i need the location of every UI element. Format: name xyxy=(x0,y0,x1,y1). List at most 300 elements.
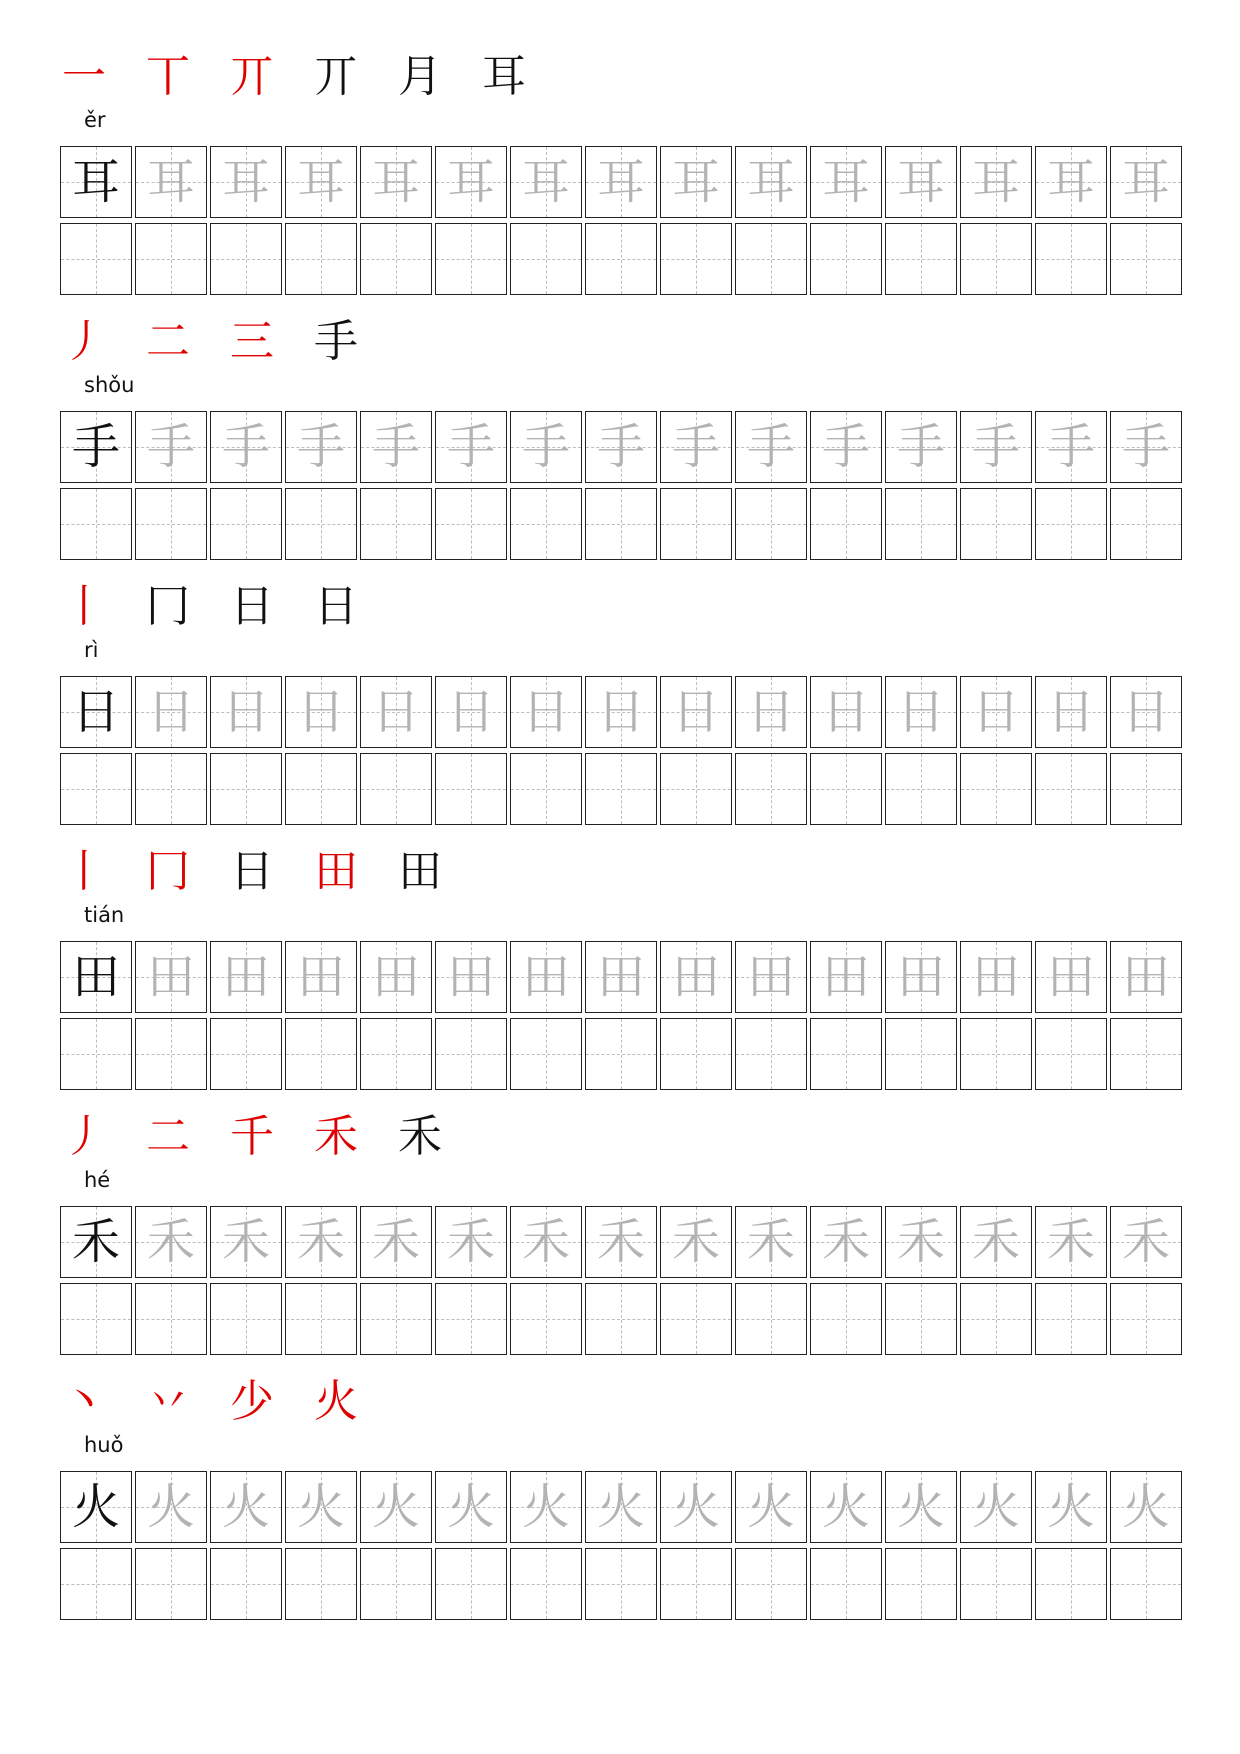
stroke-order-row xyxy=(62,52,566,102)
trace-character: 田 xyxy=(1046,949,1095,1005)
practice-cell[interactable] xyxy=(735,223,807,295)
trace-character: 禾 xyxy=(1121,1214,1170,1270)
pinyin-label: shǒu xyxy=(84,373,135,397)
trace-cell xyxy=(285,676,357,748)
trace-cell xyxy=(210,1471,282,1543)
pinyin-label: tián xyxy=(84,903,125,927)
practice-cell[interactable] xyxy=(1035,1018,1107,1090)
practice-cell[interactable] xyxy=(360,1018,432,1090)
trace-character: 火 xyxy=(521,1479,570,1535)
trace-cell xyxy=(135,146,207,218)
trace-cell xyxy=(585,1206,657,1278)
stroke-step: 丷 xyxy=(146,1376,190,1427)
practice-cell[interactable] xyxy=(810,1548,882,1620)
trace-character: 田 xyxy=(671,949,720,1005)
trace-row xyxy=(60,676,1174,749)
trace-character: 火 xyxy=(671,1479,720,1535)
stroke-step: 日 xyxy=(314,581,358,632)
trace-cell xyxy=(510,941,582,1013)
model-character: 耳 xyxy=(71,154,120,210)
stroke-step: 丌 xyxy=(314,51,358,102)
trace-cell xyxy=(810,676,882,748)
practice-cell[interactable] xyxy=(585,488,657,560)
trace-row xyxy=(60,1471,1174,1544)
trace-character: 田 xyxy=(521,949,570,1005)
trace-cell xyxy=(660,1471,732,1543)
trace-character: 禾 xyxy=(521,1214,570,1270)
trace-character: 手 xyxy=(296,419,345,475)
trace-character: 手 xyxy=(146,419,195,475)
trace-cell xyxy=(660,1206,732,1278)
trace-character: 火 xyxy=(446,1479,495,1535)
trace-cell xyxy=(285,411,357,483)
practice-cell[interactable] xyxy=(135,1548,207,1620)
practice-row xyxy=(60,1283,1174,1356)
stroke-step: 一 xyxy=(62,51,106,102)
trace-cell xyxy=(735,1206,807,1278)
trace-cell xyxy=(735,676,807,748)
tianzige-grid xyxy=(60,411,1174,561)
practice-cell[interactable] xyxy=(960,1018,1032,1090)
tianzige-grid xyxy=(60,941,1174,1091)
practice-row xyxy=(60,1548,1174,1621)
stroke-order-row xyxy=(62,1112,482,1162)
stroke-step: 丶 xyxy=(62,1376,106,1427)
model-character: 日 xyxy=(71,684,120,740)
practice-cell[interactable] xyxy=(660,1283,732,1355)
trace-cell xyxy=(360,146,432,218)
trace-character: 田 xyxy=(371,949,420,1005)
practice-cell[interactable] xyxy=(960,223,1032,295)
practice-cell[interactable] xyxy=(960,753,1032,825)
practice-cell[interactable] xyxy=(1035,223,1107,295)
practice-cell[interactable] xyxy=(285,223,357,295)
trace-cell xyxy=(285,1206,357,1278)
trace-character: 禾 xyxy=(296,1214,345,1270)
practice-cell[interactable] xyxy=(585,1018,657,1090)
practice-cell[interactable] xyxy=(510,488,582,560)
practice-cell[interactable] xyxy=(285,753,357,825)
trace-cell xyxy=(210,676,282,748)
practice-cell[interactable] xyxy=(60,1018,132,1090)
trace-character: 田 xyxy=(971,949,1020,1005)
practice-cell[interactable] xyxy=(285,1018,357,1090)
practice-cell[interactable] xyxy=(210,753,282,825)
practice-cell[interactable] xyxy=(660,1548,732,1620)
trace-character: 日 xyxy=(596,684,645,740)
trace-character: 耳 xyxy=(671,154,720,210)
trace-character: 日 xyxy=(146,684,195,740)
trace-cell xyxy=(735,1471,807,1543)
tianzige-grid xyxy=(60,1471,1174,1621)
trace-character: 禾 xyxy=(971,1214,1020,1270)
practice-cell[interactable] xyxy=(60,1548,132,1620)
pinyin-label: rì xyxy=(84,638,99,662)
practice-cell[interactable] xyxy=(960,488,1032,560)
practice-cell[interactable] xyxy=(135,753,207,825)
trace-cell xyxy=(360,411,432,483)
trace-character: 火 xyxy=(821,1479,870,1535)
practice-cell[interactable] xyxy=(735,1283,807,1355)
practice-cell[interactable] xyxy=(1035,488,1107,560)
practice-cell[interactable] xyxy=(510,223,582,295)
tianzige-grid xyxy=(60,146,1174,296)
stroke-step: 丿 xyxy=(62,316,106,367)
practice-cell[interactable] xyxy=(60,753,132,825)
trace-cell xyxy=(960,1471,1032,1543)
trace-character: 日 xyxy=(1046,684,1095,740)
practice-cell[interactable] xyxy=(660,488,732,560)
practice-cell[interactable] xyxy=(435,1548,507,1620)
stroke-step: 禾 xyxy=(314,1111,358,1162)
trace-character: 手 xyxy=(521,419,570,475)
practice-cell[interactable] xyxy=(60,223,132,295)
trace-cell xyxy=(360,676,432,748)
practice-row xyxy=(60,1018,1174,1091)
practice-cell[interactable] xyxy=(735,1548,807,1620)
stroke-step: 二 xyxy=(146,316,190,367)
trace-character: 手 xyxy=(1121,419,1170,475)
trace-cell xyxy=(435,941,507,1013)
trace-character: 耳 xyxy=(446,154,495,210)
trace-cell xyxy=(885,941,957,1013)
trace-character: 日 xyxy=(971,684,1020,740)
tianzige-grid xyxy=(60,676,1174,826)
trace-cell xyxy=(135,1471,207,1543)
trace-character: 手 xyxy=(896,419,945,475)
practice-cell[interactable] xyxy=(585,223,657,295)
trace-cell xyxy=(585,676,657,748)
practice-cell[interactable] xyxy=(210,1548,282,1620)
practice-cell[interactable] xyxy=(285,1283,357,1355)
trace-cell xyxy=(135,676,207,748)
model-character: 田 xyxy=(71,949,120,1005)
practice-cell[interactable] xyxy=(735,753,807,825)
practice-cell[interactable] xyxy=(810,1283,882,1355)
trace-character: 禾 xyxy=(446,1214,495,1270)
trace-character: 日 xyxy=(746,684,795,740)
trace-cell xyxy=(660,146,732,218)
practice-cell[interactable] xyxy=(885,223,957,295)
practice-cell[interactable] xyxy=(1035,1548,1107,1620)
trace-cell xyxy=(435,676,507,748)
trace-cell xyxy=(360,1471,432,1543)
trace-cell xyxy=(135,941,207,1013)
char-block-tian xyxy=(60,847,1174,1115)
trace-character: 禾 xyxy=(146,1214,195,1270)
practice-cell[interactable] xyxy=(60,1283,132,1355)
trace-character: 手 xyxy=(446,419,495,475)
trace-cell xyxy=(510,411,582,483)
stroke-step: 三 xyxy=(230,316,274,367)
trace-cell xyxy=(210,146,282,218)
practice-cell[interactable] xyxy=(585,1548,657,1620)
practice-cell[interactable] xyxy=(360,1548,432,1620)
char-block-he xyxy=(60,1112,1174,1380)
practice-cell[interactable] xyxy=(1035,753,1107,825)
stroke-step: 耳 xyxy=(482,51,526,102)
practice-cell[interactable] xyxy=(960,1548,1032,1620)
stroke-step: 田 xyxy=(398,846,442,897)
practice-cell[interactable] xyxy=(210,488,282,560)
practice-cell[interactable] xyxy=(885,488,957,560)
practice-cell[interactable] xyxy=(1110,753,1182,825)
practice-cell[interactable] xyxy=(510,753,582,825)
stroke-step: 冂 xyxy=(146,846,190,897)
stroke-step: 少 xyxy=(230,1376,274,1427)
practice-cell[interactable] xyxy=(510,1548,582,1620)
trace-character: 田 xyxy=(746,949,795,1005)
trace-character: 禾 xyxy=(596,1214,645,1270)
practice-cell[interactable] xyxy=(210,1018,282,1090)
trace-cell xyxy=(1110,1206,1182,1278)
trace-character: 田 xyxy=(221,949,270,1005)
trace-cell xyxy=(1110,146,1182,218)
trace-character: 火 xyxy=(1121,1479,1170,1535)
stroke-step: 手 xyxy=(314,316,358,367)
stroke-step: 千 xyxy=(230,1111,274,1162)
trace-cell xyxy=(885,676,957,748)
practice-cell[interactable] xyxy=(435,488,507,560)
practice-cell[interactable] xyxy=(885,1018,957,1090)
practice-cell[interactable] xyxy=(435,753,507,825)
trace-character: 火 xyxy=(1046,1479,1095,1535)
practice-cell[interactable] xyxy=(810,488,882,560)
trace-cell xyxy=(510,676,582,748)
practice-cell[interactable] xyxy=(1110,1283,1182,1355)
trace-character: 日 xyxy=(521,684,570,740)
trace-cell xyxy=(960,676,1032,748)
stroke-step: 丌 xyxy=(230,51,274,102)
trace-character: 耳 xyxy=(896,154,945,210)
practice-cell[interactable] xyxy=(360,753,432,825)
trace-cell xyxy=(360,941,432,1013)
stroke-step: 丨 xyxy=(62,581,106,632)
trace-cell xyxy=(1035,146,1107,218)
model-cell xyxy=(60,676,132,748)
practice-cell[interactable] xyxy=(585,1283,657,1355)
trace-character: 田 xyxy=(1121,949,1170,1005)
trace-cell xyxy=(885,1471,957,1543)
trace-character: 手 xyxy=(746,419,795,475)
practice-cell[interactable] xyxy=(585,753,657,825)
trace-character: 日 xyxy=(221,684,270,740)
trace-cell xyxy=(1035,1206,1107,1278)
stroke-step: 日 xyxy=(230,581,274,632)
practice-cell[interactable] xyxy=(735,488,807,560)
practice-cell[interactable] xyxy=(435,1018,507,1090)
practice-cell[interactable] xyxy=(135,1018,207,1090)
stroke-step: 田 xyxy=(314,846,358,897)
trace-cell xyxy=(735,411,807,483)
trace-character: 日 xyxy=(1121,684,1170,740)
stroke-step: 火 xyxy=(314,1376,358,1427)
stroke-step: 禾 xyxy=(398,1111,442,1162)
pinyin-label: ěr xyxy=(84,108,106,132)
practice-cell[interactable] xyxy=(135,488,207,560)
trace-character: 火 xyxy=(221,1479,270,1535)
trace-cell xyxy=(1110,411,1182,483)
stroke-step: 丨 xyxy=(62,846,106,897)
trace-character: 日 xyxy=(296,684,345,740)
trace-cell xyxy=(285,146,357,218)
practice-row xyxy=(60,223,1174,296)
model-cell xyxy=(60,1471,132,1543)
trace-row xyxy=(60,941,1174,1014)
trace-character: 手 xyxy=(1046,419,1095,475)
model-character: 手 xyxy=(71,419,120,475)
trace-cell xyxy=(1035,411,1107,483)
trace-character: 手 xyxy=(821,419,870,475)
practice-cell[interactable] xyxy=(885,1548,957,1620)
trace-cell xyxy=(1110,941,1182,1013)
practice-cell[interactable] xyxy=(510,1283,582,1355)
trace-cell xyxy=(735,941,807,1013)
trace-character: 火 xyxy=(971,1479,1020,1535)
trace-character: 禾 xyxy=(1046,1214,1095,1270)
model-cell xyxy=(60,411,132,483)
trace-character: 火 xyxy=(896,1479,945,1535)
trace-character: 田 xyxy=(896,949,945,1005)
trace-cell xyxy=(585,941,657,1013)
practice-cell[interactable] xyxy=(360,488,432,560)
stroke-step: 丿 xyxy=(62,1111,106,1162)
practice-cell[interactable] xyxy=(660,753,732,825)
practice-cell[interactable] xyxy=(735,1018,807,1090)
trace-character: 耳 xyxy=(1121,154,1170,210)
practice-cell[interactable] xyxy=(435,223,507,295)
char-block-huo xyxy=(60,1377,1174,1645)
practice-cell[interactable] xyxy=(1110,1548,1182,1620)
trace-cell xyxy=(885,146,957,218)
practice-cell[interactable] xyxy=(1110,1018,1182,1090)
trace-character: 耳 xyxy=(146,154,195,210)
trace-cell xyxy=(210,411,282,483)
char-block-ri xyxy=(60,582,1174,850)
practice-cell[interactable] xyxy=(435,1283,507,1355)
stroke-order-row xyxy=(62,582,398,632)
trace-character: 田 xyxy=(296,949,345,1005)
practice-cell[interactable] xyxy=(810,1018,882,1090)
trace-character: 耳 xyxy=(746,154,795,210)
stroke-order-row xyxy=(62,1377,398,1427)
trace-cell xyxy=(510,146,582,218)
trace-cell xyxy=(810,146,882,218)
practice-cell[interactable] xyxy=(660,1018,732,1090)
model-character: 火 xyxy=(71,1479,120,1535)
practice-cell[interactable] xyxy=(135,1283,207,1355)
trace-character: 禾 xyxy=(671,1214,720,1270)
trace-character: 日 xyxy=(446,684,495,740)
trace-character: 耳 xyxy=(221,154,270,210)
trace-cell xyxy=(885,411,957,483)
trace-cell xyxy=(885,1206,957,1278)
trace-cell xyxy=(360,1206,432,1278)
trace-character: 火 xyxy=(596,1479,645,1535)
practice-cell[interactable] xyxy=(360,1283,432,1355)
trace-cell xyxy=(1035,941,1107,1013)
trace-character: 手 xyxy=(596,419,645,475)
trace-cell xyxy=(285,1471,357,1543)
practice-cell[interactable] xyxy=(1035,1283,1107,1355)
trace-character: 日 xyxy=(821,684,870,740)
stroke-step: 丅 xyxy=(146,51,190,102)
trace-cell xyxy=(435,146,507,218)
practice-cell[interactable] xyxy=(60,488,132,560)
trace-cell xyxy=(210,1206,282,1278)
practice-cell[interactable] xyxy=(210,1283,282,1355)
trace-cell xyxy=(810,941,882,1013)
trace-cell xyxy=(810,1206,882,1278)
trace-character: 火 xyxy=(371,1479,420,1535)
practice-cell[interactable] xyxy=(810,753,882,825)
pinyin-label: hé xyxy=(84,1168,111,1192)
trace-character: 日 xyxy=(671,684,720,740)
model-cell xyxy=(60,146,132,218)
practice-cell[interactable] xyxy=(135,223,207,295)
trace-character: 禾 xyxy=(821,1214,870,1270)
trace-cell xyxy=(960,146,1032,218)
trace-character: 耳 xyxy=(296,154,345,210)
trace-cell xyxy=(960,1206,1032,1278)
practice-cell[interactable] xyxy=(285,488,357,560)
trace-cell xyxy=(135,1206,207,1278)
char-block-shou xyxy=(60,317,1174,585)
practice-cell[interactable] xyxy=(1110,223,1182,295)
trace-character: 日 xyxy=(896,684,945,740)
trace-row xyxy=(60,146,1174,219)
practice-cell[interactable] xyxy=(960,1283,1032,1355)
stroke-step: 月 xyxy=(398,51,442,102)
practice-row xyxy=(60,753,1174,826)
trace-character: 耳 xyxy=(521,154,570,210)
trace-cell xyxy=(660,941,732,1013)
trace-cell xyxy=(1110,676,1182,748)
trace-cell xyxy=(435,1471,507,1543)
trace-cell xyxy=(510,1206,582,1278)
stroke-order-row xyxy=(62,317,398,367)
trace-row xyxy=(60,1206,1174,1279)
practice-cell[interactable] xyxy=(885,753,957,825)
trace-character: 耳 xyxy=(821,154,870,210)
practice-cell[interactable] xyxy=(1110,488,1182,560)
trace-cell xyxy=(735,146,807,218)
trace-cell xyxy=(660,676,732,748)
practice-cell[interactable] xyxy=(210,223,282,295)
practice-cell[interactable] xyxy=(360,223,432,295)
trace-cell xyxy=(810,411,882,483)
practice-row xyxy=(60,488,1174,561)
practice-cell[interactable] xyxy=(660,223,732,295)
stroke-order-row xyxy=(62,847,482,897)
model-cell xyxy=(60,1206,132,1278)
trace-character: 禾 xyxy=(746,1214,795,1270)
trace-character: 火 xyxy=(296,1479,345,1535)
trace-character: 日 xyxy=(371,684,420,740)
trace-cell xyxy=(435,411,507,483)
practice-cell[interactable] xyxy=(810,223,882,295)
trace-cell xyxy=(585,411,657,483)
trace-cell xyxy=(1035,676,1107,748)
model-character: 禾 xyxy=(71,1214,120,1270)
trace-character: 手 xyxy=(371,419,420,475)
trace-character: 禾 xyxy=(221,1214,270,1270)
practice-cell[interactable] xyxy=(885,1283,957,1355)
pinyin-label: huǒ xyxy=(84,1433,124,1457)
practice-cell[interactable] xyxy=(510,1018,582,1090)
practice-cell[interactable] xyxy=(285,1548,357,1620)
trace-cell xyxy=(1035,1471,1107,1543)
